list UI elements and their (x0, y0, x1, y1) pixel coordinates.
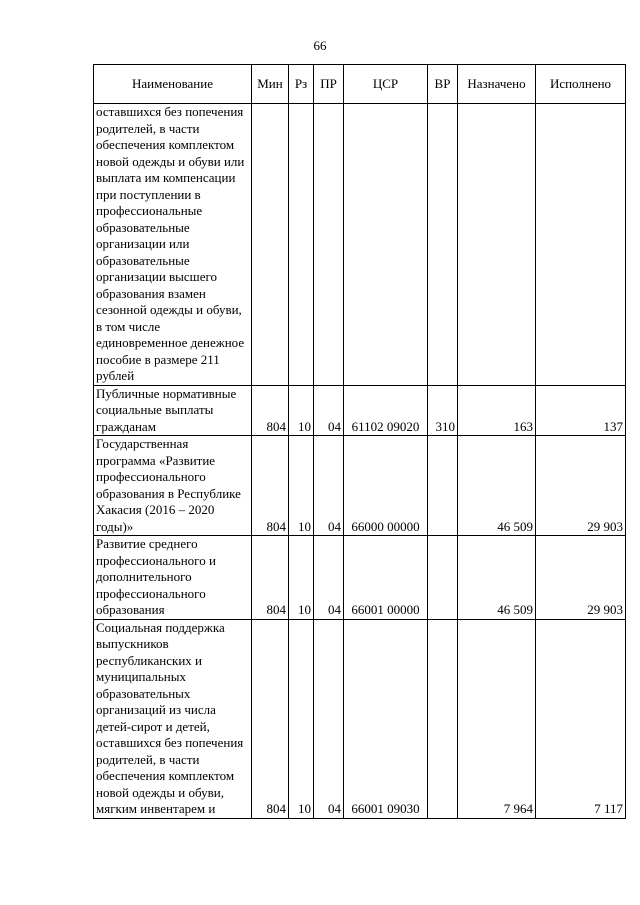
row-name-text: Публичные нормативные социальные выплаты гражданам (96, 385, 237, 434)
cell-vr (428, 619, 458, 818)
cell-vr (428, 436, 458, 536)
cell-executed: 137 (536, 385, 626, 436)
budget-table (93, 64, 626, 819)
cell-min: 804 (252, 619, 289, 818)
cell-pr (314, 104, 344, 386)
cell-pr: 04 (314, 619, 344, 818)
cell-executed: 7 117 (536, 619, 626, 818)
column-header-min: Мин (252, 65, 289, 104)
cell-pr: 04 (314, 385, 344, 436)
column-header-vr: ВР (428, 65, 458, 104)
row-name-text: Развитие среднего профессионального и дополнительного профессионального образования (96, 536, 216, 617)
cell-rz: 10 (289, 436, 314, 536)
cell-rz: 10 (289, 385, 314, 436)
cell-min: 804 (252, 385, 289, 436)
row-name-text: Социальная поддержка выпускников республиканских и муниципальных образовательных организаций из числа детей-сирот и детей, оставшихся без попечения родителей, в части обеспечения комплектом новой одежды и обуви, мягким инвентарем и (96, 619, 244, 816)
cell-vr: 310 (428, 385, 458, 436)
cell-pr: 04 (314, 436, 344, 536)
cell-csr: 66001 00000 (344, 536, 428, 620)
table-row (94, 385, 626, 436)
table-header-row (94, 65, 626, 104)
cell-rz: 10 (289, 536, 314, 620)
cell-csr (344, 104, 428, 386)
table-row (94, 104, 626, 386)
cell-rz: 10 (289, 619, 314, 818)
cell-name (94, 385, 252, 436)
cell-csr: 66001 09030 (344, 619, 428, 818)
page-number: 66 (313, 38, 327, 53)
cell-assigned (458, 104, 536, 386)
cell-name (94, 104, 252, 386)
table-row (94, 436, 626, 536)
column-header-csr: ЦСР (344, 65, 428, 104)
cell-pr: 04 (314, 536, 344, 620)
cell-assigned: 46 509 (458, 536, 536, 620)
column-header-name: Наименование (94, 65, 252, 104)
table-row (94, 536, 626, 620)
table-row (94, 619, 626, 818)
cell-vr (428, 104, 458, 386)
cell-name (94, 436, 252, 536)
cell-name (94, 536, 252, 620)
cell-csr: 66000 00000 (344, 436, 428, 536)
cell-assigned: 7 964 (458, 619, 536, 818)
cell-min: 804 (252, 536, 289, 620)
cell-executed (536, 104, 626, 386)
column-header-pr: ПР (314, 65, 344, 104)
row-name-text: Государственная программа «Развитие профессионального образования в Республике Хакасия (2016 – 2020 годы)» (96, 436, 241, 534)
cell-assigned: 46 509 (458, 436, 536, 536)
column-header-executed: Исполнено (536, 65, 626, 104)
column-header-assigned: Назначено (458, 65, 536, 104)
cell-min (252, 104, 289, 386)
cell-assigned: 163 (458, 385, 536, 436)
cell-executed: 29 903 (536, 436, 626, 536)
cell-vr (428, 536, 458, 620)
row-name-text: оставшихся без попечения родителей, в части обеспечения комплектом новой одежды и обуви или выплата им компенсации при поступлении в профессиональные образовательные организации или образовательные организации высшего образования взамен сезонной одежды и обуви, в том числе единовременное денежное пособие в размере 211 рублей (96, 104, 245, 383)
cell-rz (289, 104, 314, 386)
cell-executed: 29 903 (536, 536, 626, 620)
cell-name (94, 619, 252, 818)
column-header-rz: Рз (289, 65, 314, 104)
cell-min: 804 (252, 436, 289, 536)
cell-csr: 61102 09020 (344, 385, 428, 436)
